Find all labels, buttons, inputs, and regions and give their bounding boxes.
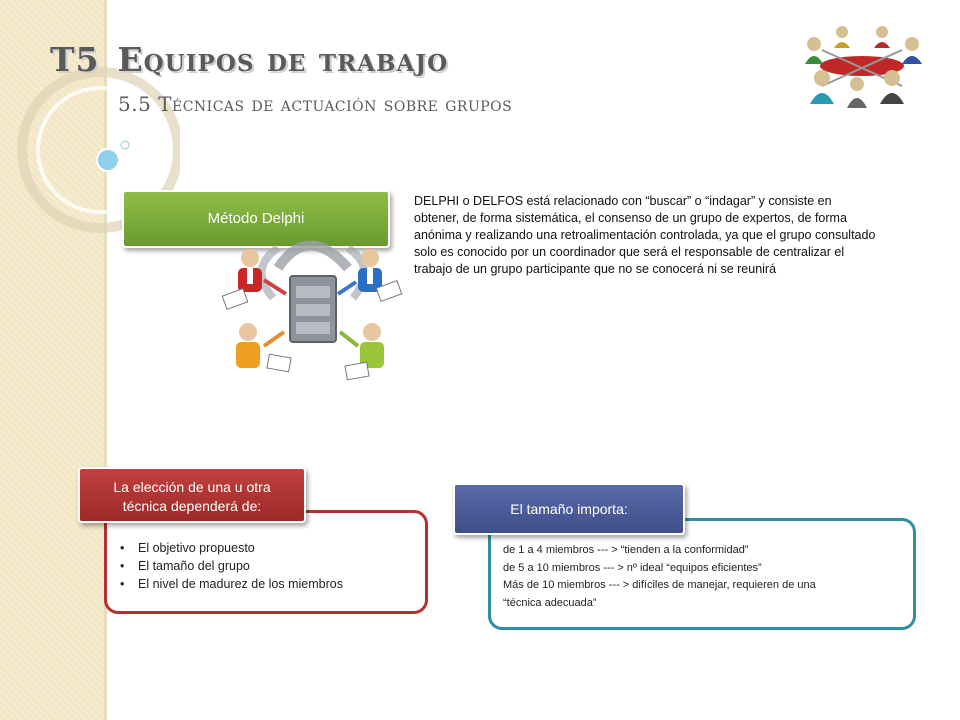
topic-code: T5 xyxy=(50,40,100,79)
delphi-diagram-illustration xyxy=(218,228,408,390)
list-item: • El tamaño del grupo xyxy=(120,557,343,575)
choice-criteria-list xyxy=(120,539,343,593)
choice-label-line1: La elección de una u otra xyxy=(113,479,271,495)
topic-title: Equipos de trabajo xyxy=(117,40,449,79)
page-subtitle: 5.5 Técnicas de actuación sobre grupos xyxy=(118,92,513,116)
list-item: • El nivel de madurez de los miembros xyxy=(120,575,343,593)
list-item: de 1 a 4 miembros --- > “tienden a la conformidad” xyxy=(503,544,749,556)
delphi-description: DELPHI o DELFOS está relacionado con “buscar” o “indagar” y consiste en obtener, de forma sistemática, el consenso de un grupo de expertos, de forma anónima y realizando una retroalimentación controlada, ya que el grupo consultado solo es conocido por un coordinador que será el responsable de centralizar el trabajo de un grupo participante que no se conocerá ni se reunirá xyxy=(414,194,876,276)
group-size-list xyxy=(503,542,816,612)
list-item: “técnica adecuada” xyxy=(503,596,597,609)
choice-criteria-label xyxy=(78,467,306,523)
choice-label-line2: técnica dependerá de: xyxy=(122,498,262,514)
page-title xyxy=(50,40,448,79)
list-item: de 5 a 10 miembros --- > nº ideal “equipos eficientes” xyxy=(503,561,762,574)
delphi-method-label: Método Delphi xyxy=(122,190,390,248)
list-item: • El objetivo propuesto xyxy=(120,539,343,557)
team-network-icon xyxy=(792,22,932,114)
list-item: Más de 10 miembros --- > difíciles de manejar, requieren de una xyxy=(503,579,816,591)
group-size-label: El tamaño importa: xyxy=(453,483,685,535)
